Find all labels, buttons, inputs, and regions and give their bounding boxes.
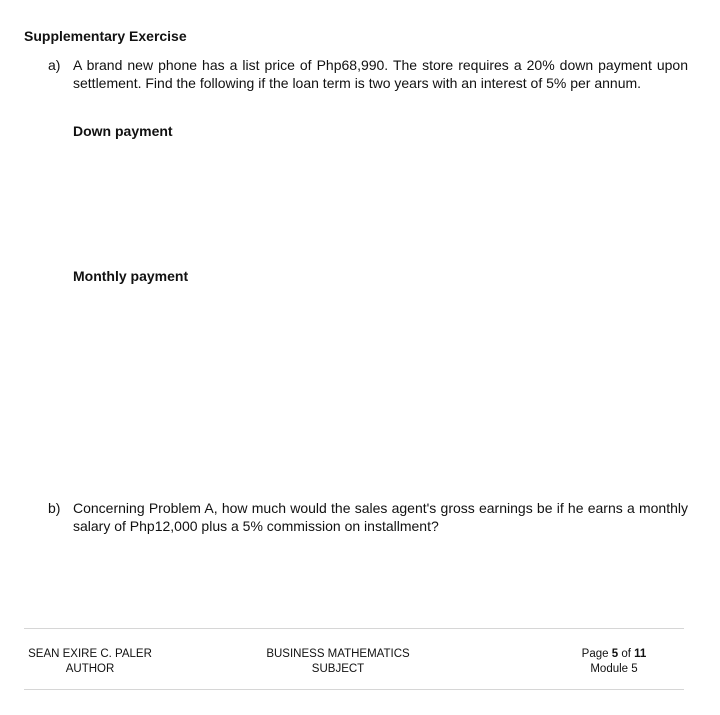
page-current: 5: [611, 648, 619, 660]
subject-role: SUBJECT: [311, 663, 365, 675]
problem-a: [48, 56, 688, 92]
problem-a-text: A brand new phone has a list price of Php68,990. The store requires a 20% down payment upon settlement. Find the following if the loan term is two years with an interest of 5% per annum.: [73, 57, 688, 91]
problem-b-text: Concerning Problem A, how much would the sales agent's gross earnings be if he earns a monthly salary of Php12,000 plus a 5% commission on installment?: [73, 500, 688, 534]
footer-author: [24, 647, 156, 677]
subject-name: BUSINESS MATHEMATICS: [266, 648, 410, 660]
page-total: 11: [634, 648, 647, 660]
page-prefix: Page: [581, 648, 609, 660]
monthly-payment-label: Monthly payment: [73, 268, 189, 284]
problem-b: [48, 499, 688, 535]
author-role: AUTHOR: [65, 663, 115, 675]
page-of: of: [621, 648, 631, 660]
footer-subject: [258, 647, 418, 677]
problem-a-marker: a): [48, 57, 61, 73]
footer-top-divider: [24, 628, 684, 629]
author-name: SEAN EXIRE C. PALER: [28, 648, 152, 660]
footer-page-info: [566, 647, 662, 677]
down-payment-label: Down payment: [73, 123, 173, 139]
section-heading: Supplementary Exercise: [24, 28, 187, 44]
problem-b-marker: b): [48, 500, 61, 516]
page-number: [566, 647, 662, 662]
module-label: Module 5: [590, 663, 638, 675]
footer-bottom-divider: [24, 689, 684, 690]
